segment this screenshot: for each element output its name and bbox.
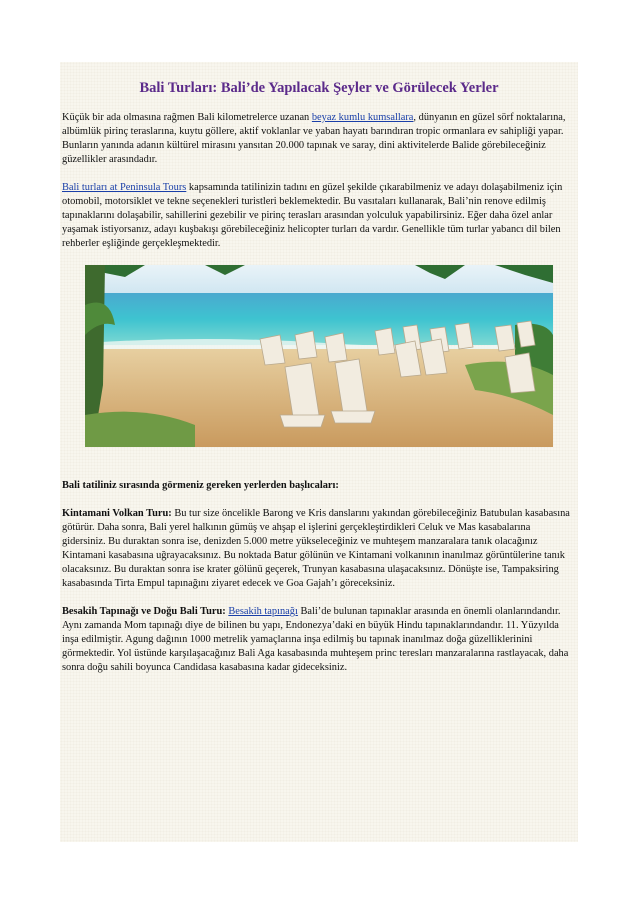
kintamani-paragraph — [62, 507, 576, 591]
page-title: Bali Turları: Bali’de Yapılacak Şeyler ve Görülecek Yerler — [139, 80, 499, 96]
beach-photo — [85, 265, 553, 447]
spacer — [62, 447, 576, 463]
tours-paragraph — [62, 181, 576, 251]
besakih-temple-link[interactable]: Besakih tapınağı — [228, 606, 298, 617]
besakih-text: Bali’de bulunan tapınaklar arasında en önemli olanlarındandır. Aynı zamanda Mom tapınağı diye de bilinen bu yapı, Endonezya’daki en büyük Hindu tapınaklarındandır. 11. Yüzyılda inşa edilmiştir. Agung dağının 1000 metrelik yamaçlarına inşa edilmiş bu tapınak inanılmaz doğa güzelliklerinini görmektedir. Yol üstünde karşılaşacağınız Bali Aga kasabasında muhteşem princ teresları manzaralarına rastlayacak, daha sonra doğu sahili boyunca Candidasa kasabasına kadar gideceksiniz. — [62, 606, 569, 673]
document-content — [62, 80, 576, 675]
intro-text-end: , dünyanın en güzel sörf noktalarına, albümlük pirinç teraslarına, kuytu göllere, aktif voklanlar ve yaban hayatı barındıran tropic ormanlara ev sahipliği yapar. Bunların yanında adanın kültürel mirasını yansıtan 20.000 tapınak ve saray, dini aktivitelerde Balide görebileceğiniz güzellikler arasındadır. — [62, 112, 566, 165]
peninsula-tours-link[interactable]: Bali turları at Peninsula Tours — [62, 182, 187, 193]
intro-text-start: Küçük bir ada olmasına rağmen Bali kilometrelerce uzanan — [62, 112, 312, 123]
places-heading — [62, 479, 576, 493]
kintamani-label: Kintamani Volkan Turu: — [62, 508, 172, 519]
besakih-label: Besakih Tapınağı ve Doğu Bali Turu: — [62, 606, 226, 617]
intro-paragraph — [62, 111, 576, 167]
spacer — [62, 463, 576, 479]
document-page — [60, 62, 578, 842]
besakih-paragraph — [62, 605, 576, 675]
tours-text: kapsamında tatilinizin tadını en güzel şekilde çıkarabilmeniz ve adayı dolaşabilmeniz için otomobil, motorsiklet ve tekne seçenekleri turistleri beklemektedir. Bu vasıtaları kullanarak, Bali’nin renove edilmiş tapınaklarını dolaşabilir, sahillerini gezebilir ve pirinç terasları arasından yolculuk yapabilirsiniz. Eğer daha özel anlar yaşamak istiyorsanız, adayı kuşbakışı görebileceğiniz helicopter turları da vardır. Genellikle tüm turlar yabancı dil bilen rehberler eşliğinde gerçekleşmektedir. — [62, 182, 563, 249]
beach-illustration — [85, 265, 553, 447]
kintamani-text: Bu tur size öncelikle Barong ve Kris danslarını yakından görebileceğiniz Batubulan kasabasına götürür. Daha sonra, Bali yerel halkının gümüş ve ahşap el işlerini gerçekleştirdikleri Celuk ve Mas kasabalarına gidersiniz. Bu duraktan sonra ise, denizden 5.000 metre yükseleceğiniz ve muhteşem manzaralara tanık olacağınız Kintamani kasabasına uğrayacaksınız. Bu noktada Batur gölünün ve Kintamani volkanının inanılmaz görüntülerine tanık olacaksınız. Bu duraktan sonra ise krater gölünü geçerek, Trunyan kasabasına ulaşacaksınız. Dönüşte ise, Tampaksiring kasabasında Tirta Empul tapınağını ziyaret edecek ve Goa Gajah’ı göreceksiniz. — [62, 508, 570, 589]
white-sand-beaches-link[interactable]: beyaz kumlu kumsallara — [311, 112, 414, 123]
places-heading-text: Bali tatiliniz sırasında görmeniz gereken yerlerden başlıcaları: — [62, 480, 339, 491]
